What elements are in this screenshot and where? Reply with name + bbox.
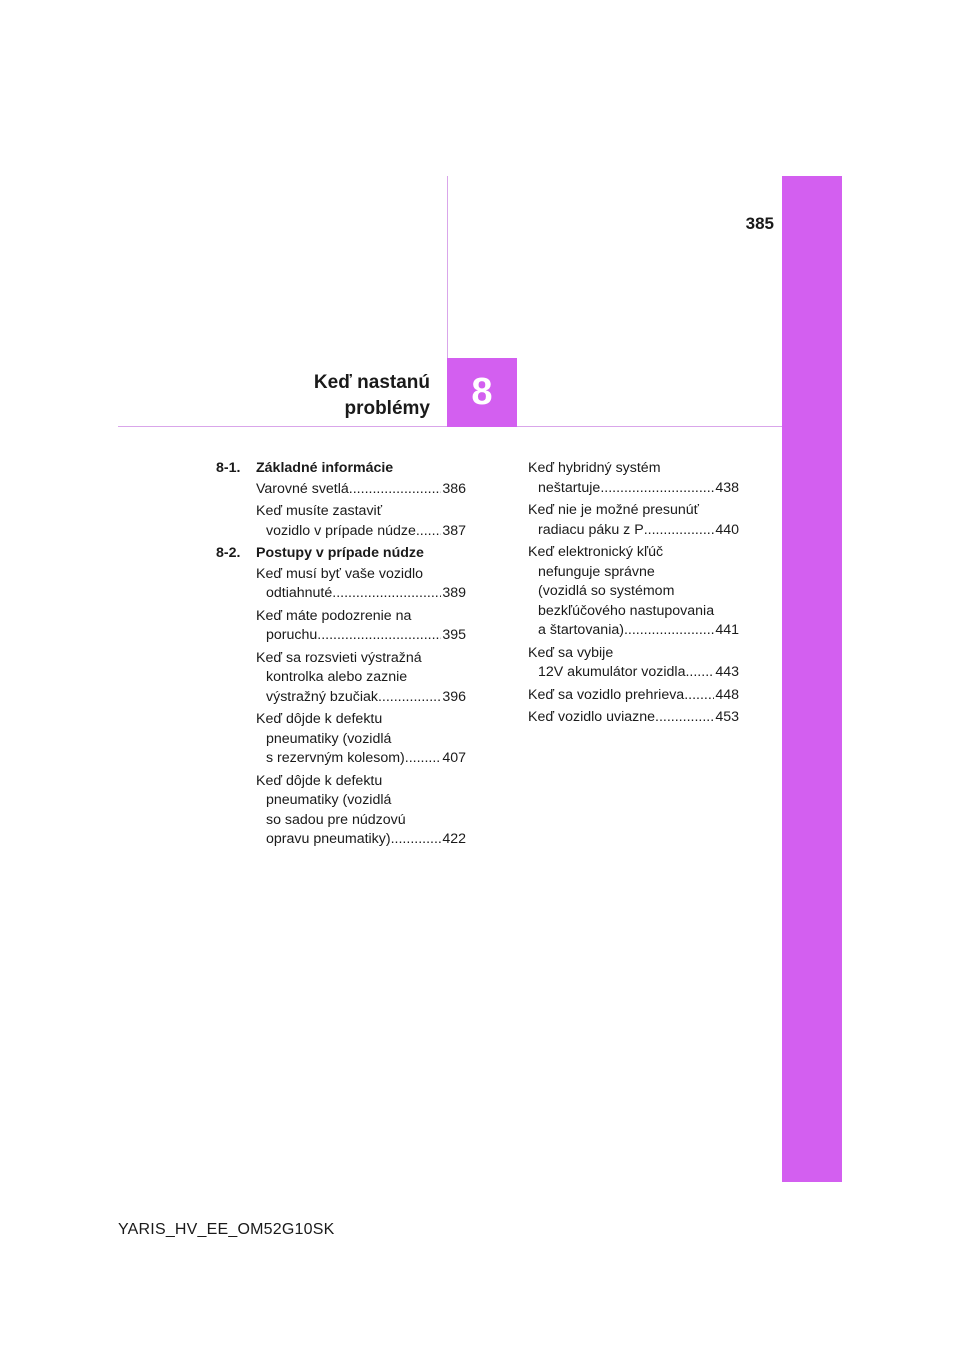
entry-text: Keď elektronický kľúč [528,544,664,560]
entry-text: Keď dôjde k defektu [256,772,383,789]
entry-page: 387 [442,522,466,539]
toc-entry[interactable] [528,459,739,498]
entry-page: 440 [715,521,739,538]
toc-entry[interactable] [256,502,466,541]
entry-text: poruchu [266,627,318,643]
toc-entry[interactable] [528,708,739,728]
entry-text: neštartuje [538,479,601,496]
toc-entry[interactable] [528,501,739,540]
document-code-footer: YARIS_HV_EE_OM52G10SK [118,1221,335,1238]
toc-right-column [528,459,739,731]
toc-entry[interactable] [256,772,466,850]
section-number: 8-2. [216,545,241,561]
entry-text: pneumatiky (vozidlá [266,792,392,808]
page-number: 385 [745,214,774,233]
entry-page: 422 [442,831,466,847]
entry-text: kontrolka alebo zaznie [266,669,408,685]
toc-section-heading [216,544,466,564]
entry-text: Keď musí byť vaše vozidlo [256,565,424,582]
entry-text: pneumatiky (vozidlá [266,730,392,747]
toc-entry[interactable] [528,644,739,683]
entry-text: bezkľúčového nastupovania [538,602,715,619]
toc-left-column [216,459,466,853]
entry-page: 448 [715,686,739,703]
entry-page: 396 [442,688,466,705]
toc-entry[interactable] [256,710,466,769]
entry-text: Keď vozidlo uviazne [528,709,656,725]
entry-page: 441 [715,622,739,638]
toc-section-heading [216,459,466,479]
entry-page: 443 [715,664,739,680]
chapter-title-line1: Keď nastanú [313,372,430,393]
entry-text: Keď máte podozrenie na [256,607,412,624]
entry-page: 389 [442,585,466,601]
entry-text: s rezervným kolesom) [266,750,405,766]
entry-text: 12V akumulátor vozidla [538,664,686,680]
entry-text: Keď hybridný systém [528,460,661,476]
chapter-number-box [447,358,517,427]
entry-page: 386 [442,480,466,497]
header-vertical-rule [447,176,448,358]
entry-page: 407 [442,750,466,766]
entry-text: Keď musíte zastaviť [256,503,383,519]
entry-page: 453 [715,709,739,725]
toc-entry[interactable] [528,686,739,706]
chapter-side-tab [782,176,842,1182]
toc-entry[interactable] [528,543,739,641]
entry-text: so sadou pre núdzovú [266,811,406,828]
entry-text: vozidlo v prípade núdze [266,522,416,539]
entry-text: Keď sa vozidlo prehrieva [528,686,685,703]
toc-entry[interactable] [256,649,466,708]
chapter-number: 8 [471,371,493,413]
entry-page: 438 [715,479,739,496]
section-number: 8-1. [216,460,241,476]
entry-text: Keď sa rozsvieti výstražná [256,649,422,666]
entry-text: výstražný bzučiak [266,688,378,705]
toc-entry[interactable] [256,607,466,646]
entry-text: odtiahnuté [266,585,333,601]
toc-entry[interactable] [256,480,466,500]
toc-entry[interactable] [256,565,466,604]
entry-text: a štartovania) [538,622,624,638]
entry-page: 395 [442,627,466,643]
entry-text: radiacu páku z P [538,521,644,538]
chapter-title [314,370,430,422]
entry-text: Keď sa vybije [528,644,614,661]
entry-text: Varovné svetlá [256,480,349,497]
entry-text: nefunguje správne [538,563,655,580]
section-title: Základné informácie [256,460,394,476]
entry-text: Keď dôjde k defektu [256,711,383,727]
section-title: Postupy v prípade núdze [256,545,424,561]
entry-text: (vozidlá so systémom [538,583,675,599]
chapter-title-line2: problémy [344,398,430,419]
entry-text: Keď nie je možné presunúť [528,502,699,518]
entry-text: opravu pneumatiky) [266,831,391,847]
